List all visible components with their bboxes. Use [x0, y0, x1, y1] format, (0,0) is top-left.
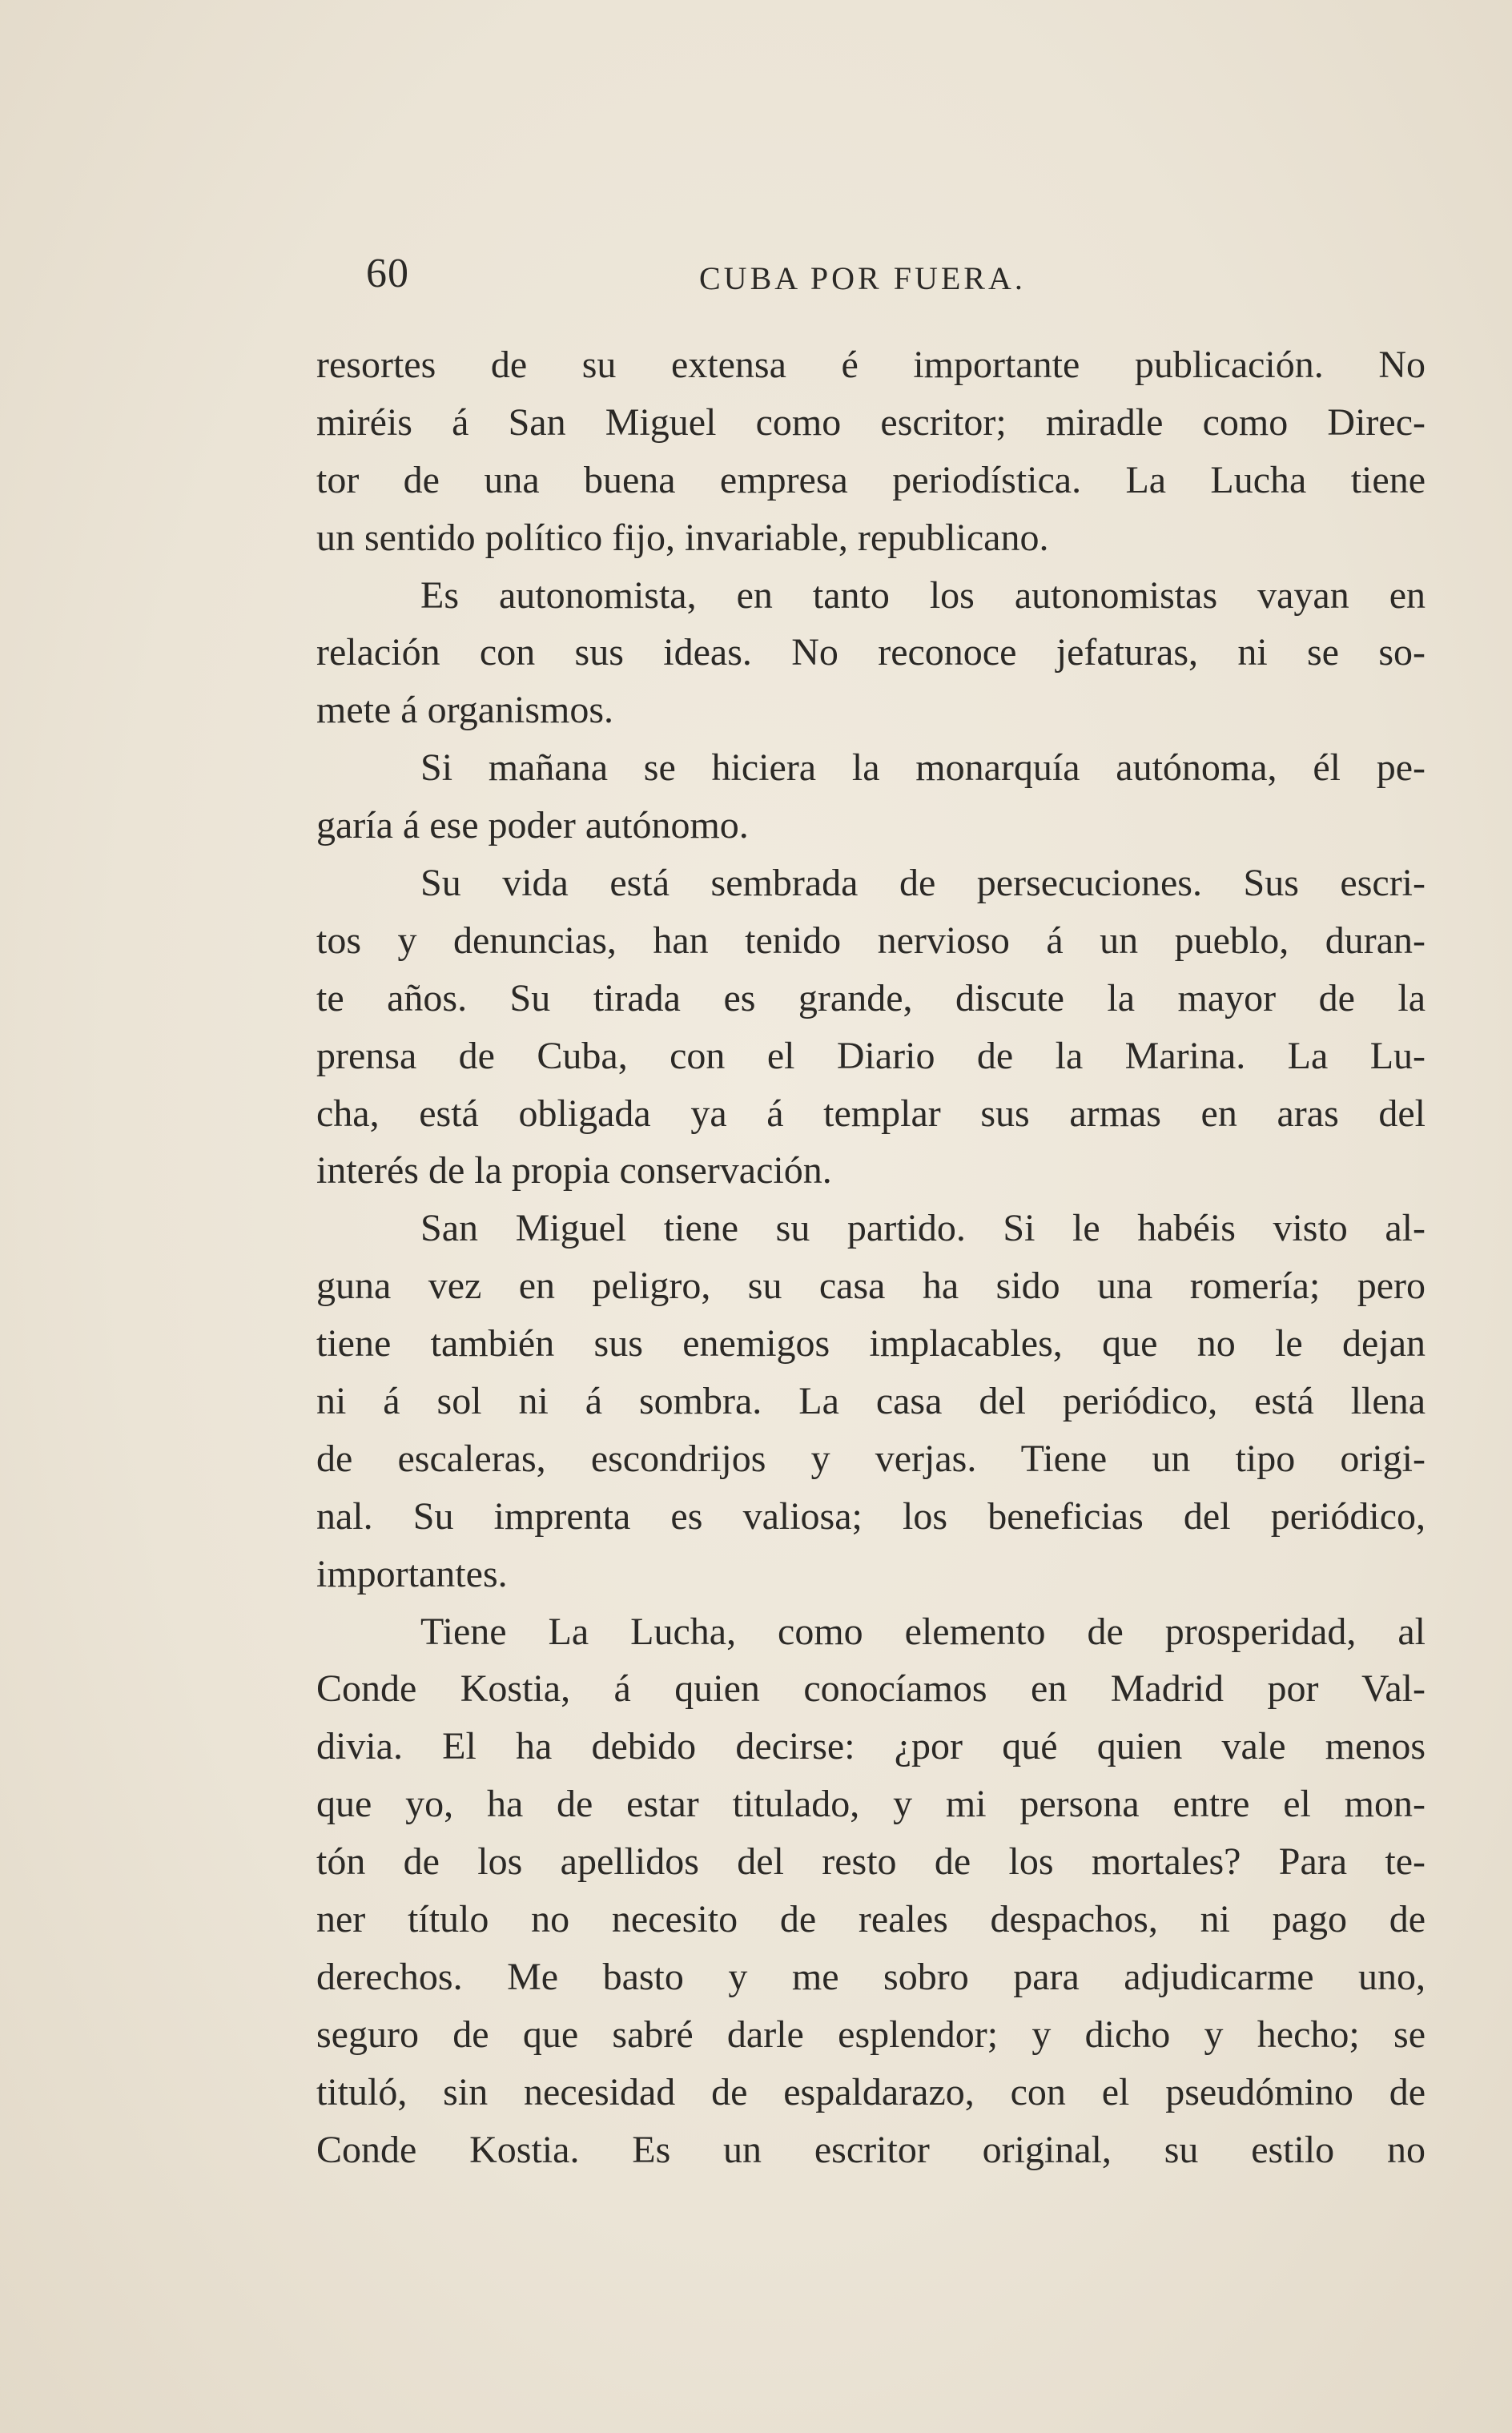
- page-number: 60: [366, 251, 409, 296]
- text-line: San Miguel tiene su partido. Si le habéis visto al-: [420, 1207, 1426, 1250]
- text-line: Su vida está sembrada de persecuciones. Sus escri-: [420, 862, 1426, 905]
- text-line: tituló, sin necesidad de espaldarazo, con el pseudómino de: [316, 2070, 1426, 2113]
- running-title: CUBA POR FUERA.: [699, 260, 1026, 296]
- text-line: guna vez en peligro, su casa ha sido una romería; pero: [316, 1265, 1426, 1308]
- text-line: ner título no necesito de reales despachos, ni pago de: [316, 1898, 1426, 1941]
- running-head: [316, 250, 1426, 298]
- text-line: tón de los apellidos del resto de los mortales? Para te-: [316, 1840, 1426, 1884]
- text-line: de escaleras, escondrijos y verjas. Tiene un tipo origi-: [316, 1437, 1426, 1480]
- text-line: tor de una buena empresa periodística. La Lucha tiene: [316, 458, 1426, 501]
- text-line: te años. Su tirada es grande, discute la mayor de la: [316, 976, 1426, 1019]
- text-line: garía á ese poder autónomo.: [316, 804, 749, 847]
- text-line: que yo, ha de estar titulado, y mi persona entre el mon-: [316, 1783, 1426, 1826]
- text-line: prensa de Cuba, con el Diario de la Marina. La Lu-: [316, 1034, 1426, 1077]
- text-line: divia. El ha debido decirse: ¿por qué quien vale menos: [316, 1725, 1426, 1768]
- text-line: tiene también sus enemigos implacables, que no le dejan: [316, 1322, 1426, 1365]
- text-line: Conde Kostia. Es un escritor original, su estilo no: [316, 2128, 1426, 2171]
- text-line: tos y denuncias, han tenido nervioso á un pueblo, duran-: [316, 919, 1426, 962]
- text-line: Es autonomista, en tanto los autonomistas vayan en: [420, 573, 1426, 617]
- text-line: nal. Su imprenta es valiosa; los beneficias del periódico,: [316, 1494, 1426, 1538]
- text-line: cha, está obligada ya á templar sus armas en aras del: [316, 1092, 1426, 1135]
- text-line: interés de la propia conservación.: [316, 1149, 832, 1192]
- text-line: miréis á San Miguel como escritor; miradle como Direc-: [316, 400, 1426, 444]
- text-line: relación con sus ideas. No reconoce jefaturas, ni se so-: [316, 631, 1426, 674]
- text-line: importantes.: [316, 1552, 508, 1595]
- text-line: ni á sol ni á sombra. La casa del periódico, está llena: [316, 1380, 1426, 1423]
- text-line: seguro de que sabré darle esplendor; y dicho y hecho; se: [316, 2013, 1426, 2056]
- text-line: Tiene La Lucha, como elemento de prosperidad, al: [420, 1610, 1426, 1653]
- text-line: Conde Kostia, á quien conocíamos en Madrid por Val-: [316, 1667, 1426, 1711]
- text-line: mete á organismos.: [316, 689, 614, 732]
- text-line: derechos. Me basto y me sobro para adjudicarme uno,: [316, 1955, 1426, 1998]
- body-text: [316, 336, 1426, 2179]
- text-line: resortes de su extensa é importante publicación. No: [316, 344, 1426, 386]
- text-line: un sentido político fijo, invariable, republicano.: [316, 516, 1049, 559]
- text-line: Si mañana se hiciera la monarquía autónoma, él pe-: [420, 746, 1426, 790]
